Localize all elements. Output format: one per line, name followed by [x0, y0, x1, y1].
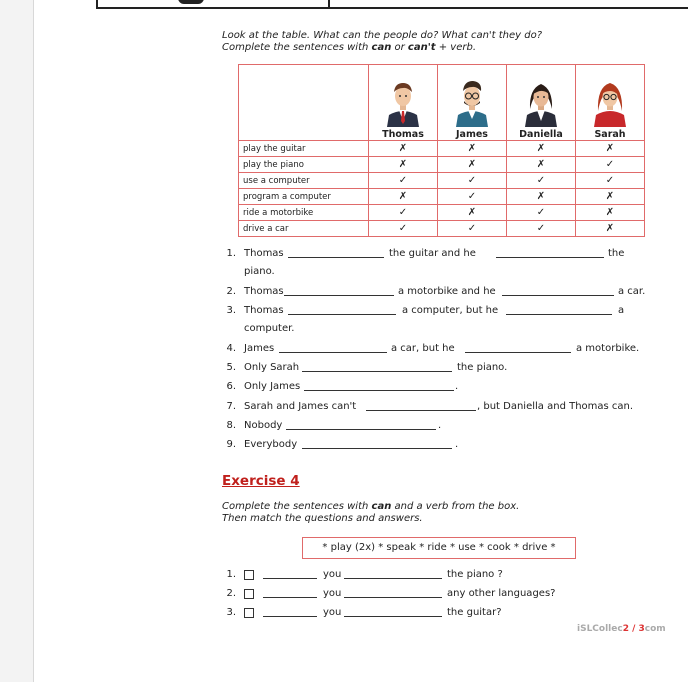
ability-mark: ✗ [576, 205, 645, 221]
ability-mark: ✗ [576, 141, 645, 157]
exercise-4-title: Exercise 4 [222, 473, 300, 489]
activity-label: play the guitar [239, 141, 369, 157]
ability-mark: ✓ [507, 205, 576, 221]
exercise-4-instruction-line-2: Then match the questions and answers. [222, 513, 423, 524]
answer-blank[interactable] [344, 597, 442, 598]
ability-mark: ✗ [438, 205, 507, 221]
exercise-4-instruction-line-1: Complete the sentences with can and a verb from the box. [222, 501, 520, 512]
ability-mark: ✗ [507, 157, 576, 173]
answer-blank[interactable] [286, 429, 436, 430]
answer-blank[interactable] [344, 578, 442, 579]
answer-blank[interactable] [263, 578, 317, 579]
ability-mark: ✓ [369, 221, 438, 237]
header-person-thomas: Thomas [369, 65, 438, 141]
match-checkbox[interactable] [244, 570, 254, 580]
answer-blank[interactable] [304, 390, 454, 391]
ability-mark: ✓ [576, 157, 645, 173]
answer-blank[interactable] [502, 295, 614, 296]
answer-blank[interactable] [465, 352, 571, 353]
ability-mark: ✓ [438, 189, 507, 205]
ability-mark: ✓ [438, 221, 507, 237]
answer-blank[interactable] [263, 616, 317, 617]
ability-mark: ✗ [438, 157, 507, 173]
answer-blank[interactable] [279, 352, 387, 353]
table-row [239, 189, 645, 205]
answer-blank[interactable] [288, 314, 396, 315]
answer-blank[interactable] [263, 597, 317, 598]
ability-mark: ✗ [576, 221, 645, 237]
header-empty-cell [239, 65, 369, 141]
table-row [239, 205, 645, 221]
instruction-line-2: Complete the sentences with can or can't + verb. [222, 42, 476, 53]
ability-mark: ✓ [369, 205, 438, 221]
activity-label: program a computer [239, 189, 369, 205]
ability-mark: ✗ [438, 141, 507, 157]
ability-mark: ✗ [507, 141, 576, 157]
answer-blank[interactable] [302, 448, 452, 449]
ability-mark: ✓ [369, 173, 438, 189]
answer-blank[interactable] [496, 257, 604, 258]
answer-blank[interactable] [284, 295, 394, 296]
header-box [96, 0, 688, 9]
instruction-line-1: Look at the table. What can the people do? What can't they do? [222, 30, 543, 41]
sarah-avatar-icon [592, 79, 628, 127]
header-person-sarah: Sarah [576, 65, 645, 141]
table-row [239, 173, 645, 189]
watermark: iSLCollec2 / 3com [577, 624, 666, 634]
answer-blank[interactable] [288, 257, 384, 258]
header-divider [328, 0, 330, 7]
ability-mark: ✗ [507, 189, 576, 205]
ability-mark: ✗ [369, 157, 438, 173]
activity-label: drive a car [239, 221, 369, 237]
james-avatar-icon [454, 79, 490, 127]
answer-blank[interactable] [506, 314, 612, 315]
table-instructions [222, 30, 542, 54]
ability-mark: ✓ [507, 221, 576, 237]
ability-mark: ✓ [507, 173, 576, 189]
verb-word-box: * play (2x) * speak * ride * use * cook * drive * [302, 537, 576, 559]
answer-blank[interactable] [366, 410, 476, 411]
header-person-james: James [438, 65, 507, 141]
worksheet-page: Look at the table. What can the people do? What can't they do? Complete the sentences with can or can't + verb. Thomas James Daniella Sarah play the guitar ✗ ✗ ✗ ✗ play the piano ✗ ✗ ✗ ✓ use a computer ✓ ✓ ✓ ✓ program a computer ✗ ✓ ✗ ✗ ride a motorbike ✓ ✗ ✓ ✗ drive a car ✓ ✓ ✓ ✗ 1. Thomas the guitar and he the piano. 2. Thomas a motorbike and he a car. 3. Thomas a computer, but he a computer. 4. James a car, but he a motorbike. 5. Only Sarah the piano. 6. Only James . 7. Sarah and James can't , but Daniella and Thomas can. 8. Nobody . 9. Everybody . Exercise 4 Complete the sentences with can and a verb from the box. Then match the questions and answers. * play (2x) * speak * ride * use * cook * drive * 1. you the piano ? 2. you any other languages? 3. you the guitar? iSLCollec2 / 3com [33, 0, 688, 682]
daniella-avatar-icon [523, 79, 559, 127]
thomas-avatar-icon [385, 79, 421, 127]
ability-mark: ✗ [369, 141, 438, 157]
answer-blank[interactable] [344, 616, 442, 617]
ability-mark: ✗ [369, 189, 438, 205]
match-checkbox[interactable] [244, 608, 254, 618]
table-header-row [239, 65, 645, 141]
table-row [239, 141, 645, 157]
header-logo [178, 0, 204, 4]
activity-label: use a computer [239, 173, 369, 189]
activity-label: ride a motorbike [239, 205, 369, 221]
match-checkbox[interactable] [244, 589, 254, 599]
activity-label: play the piano [239, 157, 369, 173]
header-person-daniella: Daniella [507, 65, 576, 141]
answer-blank[interactable] [302, 371, 452, 372]
ability-mark: ✓ [438, 173, 507, 189]
ability-mark: ✓ [576, 173, 645, 189]
exercise-4-instructions [222, 501, 519, 525]
ability-mark: ✗ [576, 189, 645, 205]
table-row [239, 221, 645, 237]
table-row [239, 157, 645, 173]
abilities-table [238, 64, 645, 237]
